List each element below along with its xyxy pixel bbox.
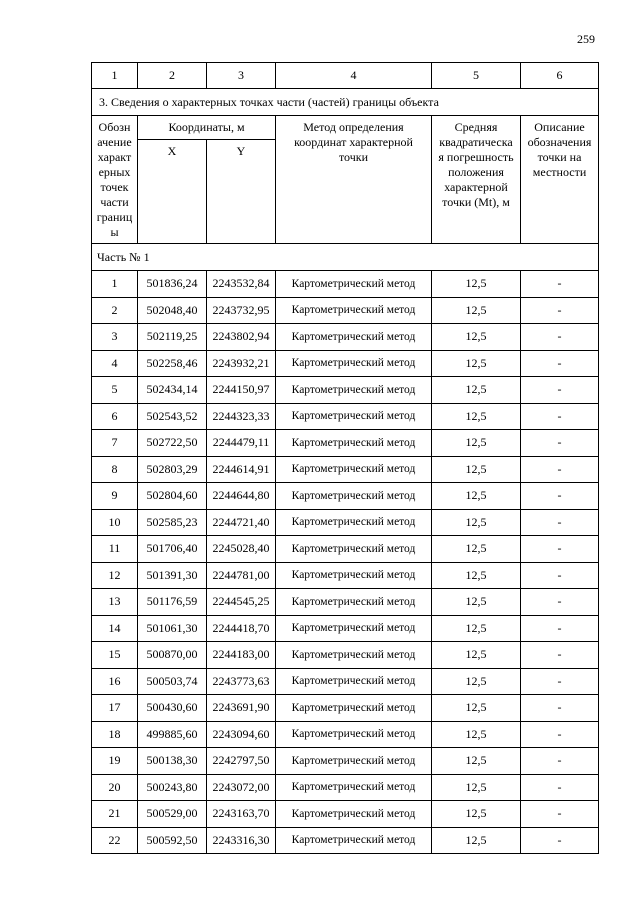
header-y: Y <box>207 140 276 244</box>
coordinate-y: 2243932,21 <box>207 350 276 377</box>
point-description: - <box>521 271 599 298</box>
point-number: 21 <box>92 801 138 828</box>
coordinate-y: 2245028,40 <box>207 536 276 563</box>
coordinate-x: 500870,00 <box>138 642 207 669</box>
point-number: 5 <box>92 377 138 404</box>
mean-square-error: 12,5 <box>432 721 521 748</box>
table-row <box>92 615 599 642</box>
point-description: - <box>521 509 599 536</box>
column-number: 5 <box>432 63 521 89</box>
point-description: - <box>521 774 599 801</box>
point-description: - <box>521 297 599 324</box>
coordinate-x: 502119,25 <box>138 324 207 351</box>
coordinate-x: 502434,14 <box>138 377 207 404</box>
coordinate-x: 500592,50 <box>138 827 207 854</box>
point-description: - <box>521 589 599 616</box>
method: Картометрический метод <box>276 483 432 510</box>
coordinate-y: 2243072,00 <box>207 774 276 801</box>
coordinate-y: 2244614,91 <box>207 456 276 483</box>
table-row <box>92 456 599 483</box>
method: Картометрический метод <box>276 827 432 854</box>
coordinate-x: 500529,00 <box>138 801 207 828</box>
method: Картометрический метод <box>276 271 432 298</box>
coordinate-x: 500243,80 <box>138 774 207 801</box>
mean-square-error: 12,5 <box>432 324 521 351</box>
method: Картометрический метод <box>276 748 432 775</box>
point-description: - <box>521 615 599 642</box>
point-description: - <box>521 430 599 457</box>
table-row <box>92 430 599 457</box>
column-number: 3 <box>207 63 276 89</box>
section-title: 3. Сведения о характерных точках части (частей) границы объекта <box>92 89 599 116</box>
point-description: - <box>521 801 599 828</box>
method: Картометрический метод <box>276 403 432 430</box>
mean-square-error: 12,5 <box>432 377 521 404</box>
mean-square-error: 12,5 <box>432 403 521 430</box>
table-row <box>92 774 599 801</box>
point-description: - <box>521 403 599 430</box>
point-number: 9 <box>92 483 138 510</box>
point-description: - <box>521 536 599 563</box>
header-method: Метод определения координат характерной точки <box>276 116 432 244</box>
method: Картометрический метод <box>276 695 432 722</box>
table-row <box>92 668 599 695</box>
coordinate-x: 501176,59 <box>138 589 207 616</box>
coordinate-y: 2243773,63 <box>207 668 276 695</box>
point-description: - <box>521 668 599 695</box>
mean-square-error: 12,5 <box>432 668 521 695</box>
point-number: 16 <box>92 668 138 695</box>
coordinate-x: 501061,30 <box>138 615 207 642</box>
point-number: 6 <box>92 403 138 430</box>
table-row <box>92 324 599 351</box>
table-row <box>92 271 599 298</box>
point-description: - <box>521 721 599 748</box>
coordinate-x: 500138,30 <box>138 748 207 775</box>
coordinate-x: 502803,29 <box>138 456 207 483</box>
header-mean-square-error: Средняя квадратическа я погрешность положения характерной точки (Mt), м <box>432 116 521 244</box>
column-number: 6 <box>521 63 599 89</box>
column-number: 4 <box>276 63 432 89</box>
mean-square-error: 12,5 <box>432 827 521 854</box>
table-row <box>92 509 599 536</box>
point-description: - <box>521 695 599 722</box>
method: Картометрический метод <box>276 721 432 748</box>
header-point-description: Описание обозначения точки на местности <box>521 116 599 244</box>
mean-square-error: 12,5 <box>432 297 521 324</box>
header-row <box>92 116 599 140</box>
method: Картометрический метод <box>276 324 432 351</box>
coordinate-y: 2244644,80 <box>207 483 276 510</box>
point-number: 14 <box>92 615 138 642</box>
coordinate-y: 2243163,70 <box>207 801 276 828</box>
coordinate-x: 502258,46 <box>138 350 207 377</box>
mean-square-error: 12,5 <box>432 271 521 298</box>
mean-square-error: 12,5 <box>432 483 521 510</box>
mean-square-error: 12,5 <box>432 748 521 775</box>
mean-square-error: 12,5 <box>432 509 521 536</box>
point-number: 4 <box>92 350 138 377</box>
mean-square-error: 12,5 <box>432 536 521 563</box>
point-number: 3 <box>92 324 138 351</box>
mean-square-error: 12,5 <box>432 774 521 801</box>
table-row <box>92 350 599 377</box>
point-number: 17 <box>92 695 138 722</box>
table-row <box>92 748 599 775</box>
coordinate-y: 2244418,70 <box>207 615 276 642</box>
point-number: 22 <box>92 827 138 854</box>
point-description: - <box>521 827 599 854</box>
table-row <box>92 536 599 563</box>
method: Картометрический метод <box>276 456 432 483</box>
table-row <box>92 721 599 748</box>
table-row <box>92 562 599 589</box>
page-number: 259 <box>577 32 595 46</box>
table-row <box>92 589 599 616</box>
method: Картометрический метод <box>276 350 432 377</box>
header-point-designation: Обозн ачение характ ерных точек части границ ы <box>92 116 138 244</box>
method: Картометрический метод <box>276 562 432 589</box>
coordinate-y: 2244479,11 <box>207 430 276 457</box>
method: Картометрический метод <box>276 774 432 801</box>
coordinate-y: 2242797,50 <box>207 748 276 775</box>
coordinate-x: 501391,30 <box>138 562 207 589</box>
mean-square-error: 12,5 <box>432 456 521 483</box>
coordinate-x: 502585,23 <box>138 509 207 536</box>
header-coordinates: Координаты, м <box>138 116 276 140</box>
table-row <box>92 403 599 430</box>
point-description: - <box>521 748 599 775</box>
coordinate-y: 2244545,25 <box>207 589 276 616</box>
point-number: 7 <box>92 430 138 457</box>
header-x: X <box>138 140 207 244</box>
point-number: 8 <box>92 456 138 483</box>
coordinate-x: 500503,74 <box>138 668 207 695</box>
method: Картометрический метод <box>276 801 432 828</box>
part-label: Часть № 1 <box>92 244 599 271</box>
point-description: - <box>521 642 599 669</box>
table-row <box>92 827 599 854</box>
point-number: 18 <box>92 721 138 748</box>
mean-square-error: 12,5 <box>432 589 521 616</box>
point-description: - <box>521 483 599 510</box>
table-row <box>92 642 599 669</box>
coordinate-y: 2243094,60 <box>207 721 276 748</box>
point-description: - <box>521 562 599 589</box>
point-number: 12 <box>92 562 138 589</box>
point-number: 19 <box>92 748 138 775</box>
coordinate-y: 2243316,30 <box>207 827 276 854</box>
method: Картометрический метод <box>276 509 432 536</box>
part-row <box>92 244 599 271</box>
section-title-row <box>92 89 599 116</box>
method: Картометрический метод <box>276 297 432 324</box>
coordinate-y: 2243732,95 <box>207 297 276 324</box>
method: Картометрический метод <box>276 536 432 563</box>
coordinate-y: 2243532,84 <box>207 271 276 298</box>
point-number: 20 <box>92 774 138 801</box>
point-description: - <box>521 377 599 404</box>
point-description: - <box>521 456 599 483</box>
method: Картометрический метод <box>276 668 432 695</box>
column-number: 2 <box>138 63 207 89</box>
coordinate-x: 502048,40 <box>138 297 207 324</box>
point-number: 1 <box>92 271 138 298</box>
point-number: 2 <box>92 297 138 324</box>
coordinate-y: 2243802,94 <box>207 324 276 351</box>
method: Картометрический метод <box>276 589 432 616</box>
column-number-row <box>92 63 599 89</box>
coordinate-x: 502543,52 <box>138 403 207 430</box>
table-row <box>92 695 599 722</box>
column-number: 1 <box>92 63 138 89</box>
table-row <box>92 297 599 324</box>
point-description: - <box>521 324 599 351</box>
method: Картометрический метод <box>276 642 432 669</box>
coordinate-y: 2244721,40 <box>207 509 276 536</box>
coordinate-y: 2244183,00 <box>207 642 276 669</box>
mean-square-error: 12,5 <box>432 615 521 642</box>
coordinate-x: 501706,40 <box>138 536 207 563</box>
mean-square-error: 12,5 <box>432 350 521 377</box>
coordinate-x: 501836,24 <box>138 271 207 298</box>
method: Картометрический метод <box>276 430 432 457</box>
point-number: 13 <box>92 589 138 616</box>
coordinate-x: 499885,60 <box>138 721 207 748</box>
mean-square-error: 12,5 <box>432 562 521 589</box>
coordinate-y: 2244150,97 <box>207 377 276 404</box>
coordinate-x: 500430,60 <box>138 695 207 722</box>
mean-square-error: 12,5 <box>432 430 521 457</box>
coordinate-y: 2244323,33 <box>207 403 276 430</box>
point-description: - <box>521 350 599 377</box>
mean-square-error: 12,5 <box>432 642 521 669</box>
coordinate-y: 2244781,00 <box>207 562 276 589</box>
table-row <box>92 483 599 510</box>
coordinate-x: 502804,60 <box>138 483 207 510</box>
method: Картометрический метод <box>276 377 432 404</box>
boundary-points-table <box>91 62 599 854</box>
method: Картометрический метод <box>276 615 432 642</box>
table-row <box>92 801 599 828</box>
mean-square-error: 12,5 <box>432 695 521 722</box>
table-row <box>92 377 599 404</box>
coordinate-y: 2243691,90 <box>207 695 276 722</box>
table-body <box>92 63 599 854</box>
mean-square-error: 12,5 <box>432 801 521 828</box>
point-number: 11 <box>92 536 138 563</box>
point-number: 10 <box>92 509 138 536</box>
point-number: 15 <box>92 642 138 669</box>
coordinate-x: 502722,50 <box>138 430 207 457</box>
